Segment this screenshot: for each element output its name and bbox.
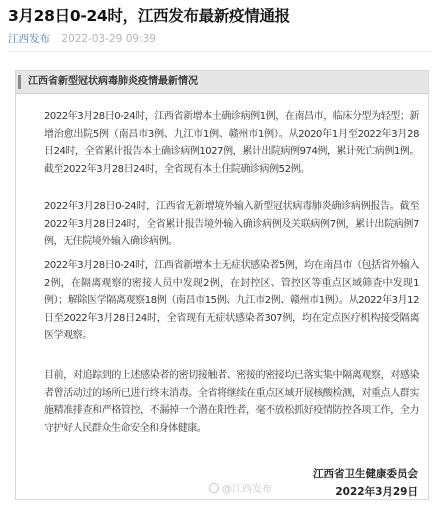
paragraph-imported [24, 198, 419, 251]
notice-banner [16, 71, 428, 94]
watermark-text: @江西发布 [222, 484, 272, 495]
banner-accent-bar [18, 75, 21, 89]
watermark [209, 480, 272, 495]
paragraph-asymptomatic [24, 257, 419, 345]
paragraph-local-confirmed [24, 108, 419, 178]
signature-org: 江西省卫生健康委员会 [313, 468, 418, 480]
article-meta [8, 32, 156, 46]
paragraph-text: 2022年3月28日0-24时，江西省无新增境外输入新型冠状病毒肺炎确诊病例报告。截至2022年3月28日24时，全省累计报告境外输入确诊病例及关联病例7例，累计出院病例7例，无住院境外输入确诊病例。 [44, 201, 419, 248]
paragraph-measures [24, 367, 419, 437]
paragraph-text: 2022年3月28日0-24时，江西省新增本土确诊病例1例，在南昌市，临床分型为轻型；新增治愈出院5例（南昌市3例、九江市1例、赣州市1例）。从2020年1月至2022年3月28日24时，全省累计报告本土确诊病例1027例，累计出院病例974例，累计死亡病例1例。截至2022年3月28日24时，全省现有本土住院确诊病例52例。 [44, 111, 419, 175]
article-title: 3月28日0-24时，江西发布最新疫情通报 [8, 7, 290, 25]
publish-date: 2022-03-29 09:39 [61, 33, 156, 45]
paragraph-text: 2022年3月28日0-24时，江西省新增本土无症状感染者5例，均在南昌市（包括省外输入2例，在隔离观察的密接人员中发现2例，在封控区、管控区等重点区域筛查中发现1例）；解除医学隔离观察18例（南昌市15例、九江市2例、赣州市1例）。从2022年3月12日至2022年3月28日24时，全省现有无症状感染者307例，均在定点医疗机构接受隔离医学观察。 [44, 260, 419, 342]
signature-date: 2022年3月29日 [335, 486, 418, 498]
divider [8, 51, 432, 52]
paragraph-text: 目前，对追踪到的上述感染者的密切接触者、密接的密接均已落实集中隔离观察，对感染者曾活动过的场所已进行终末消毒。全省将继续在重点区域开展核酸检测，对重点人群实施精准排查和严格管控，不漏掉一个潜在阳性者，毫不放松抓好疫情防控各项工作，全力守护好人民群众生命安全和身体健康。 [44, 370, 419, 434]
weibo-icon [209, 483, 219, 493]
notice-image [15, 70, 429, 500]
source-link[interactable]: 江西发布 [8, 33, 50, 45]
banner-title: 江西省新型冠状病毒肺炎疫情最新情况 [28, 76, 198, 87]
